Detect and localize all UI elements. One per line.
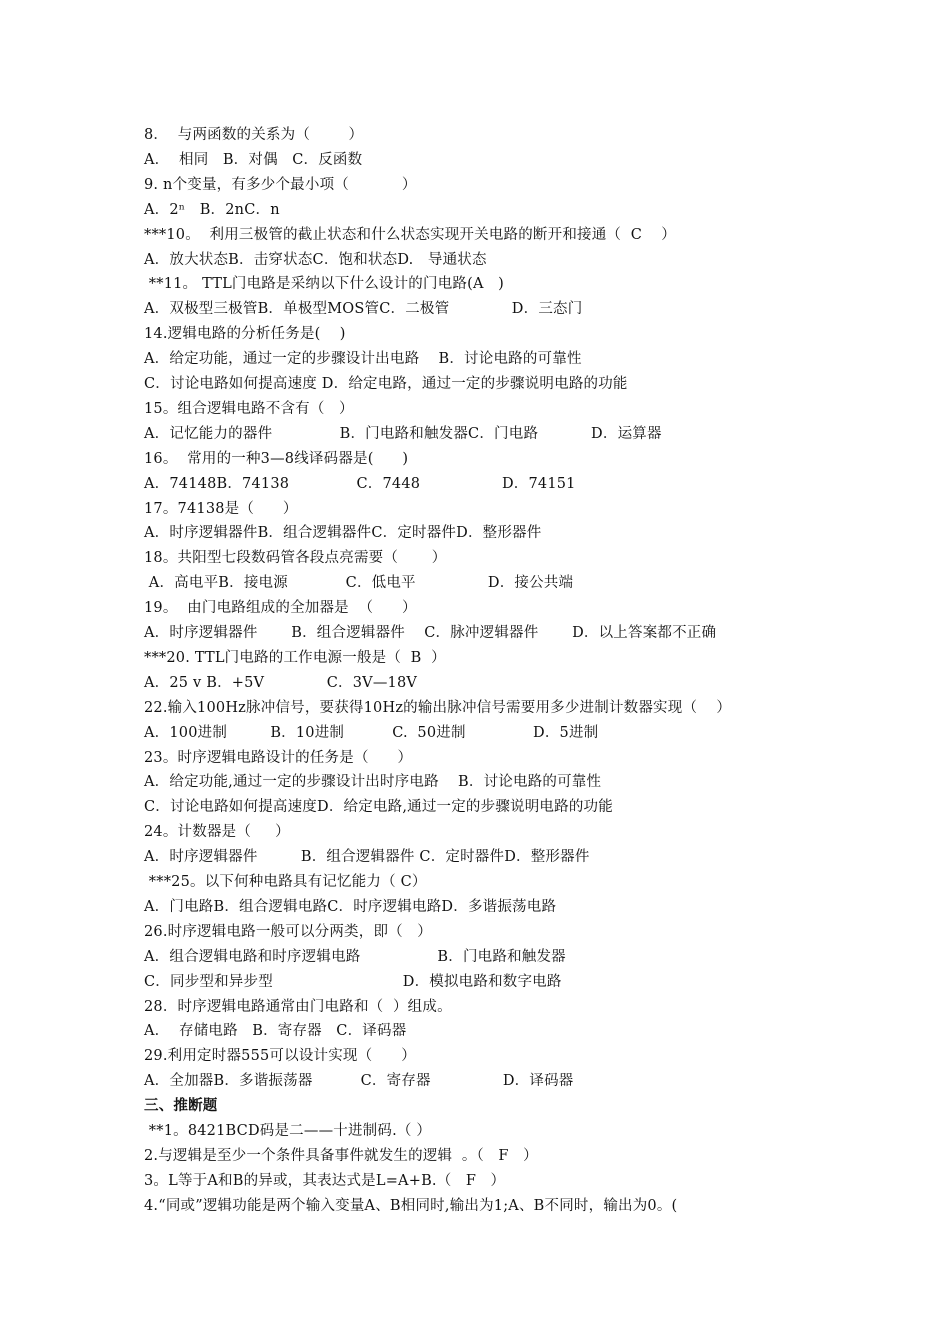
text-line: 9. n个变量，有多少个最小项（ ） (144, 176, 417, 193)
text-line: A．2ⁿ B．2nC．n (144, 201, 280, 218)
text-line: **11。 TTL门电路是采纳以下什么设计的门电路(A ) (144, 276, 504, 293)
text-line: 24。计数器是（ ） (144, 824, 290, 841)
text-line: A．放大状态B．击穿状态C．饱和状态D. 导通状态 (144, 251, 487, 268)
text-line: A．74148B．74138 C．7448 D．74151 (144, 475, 576, 492)
text-line: 16。 常用的一种3—8线译码器是( ) (144, 450, 409, 467)
text-line: 28．时序逻辑电路通常由门电路和（ ）组成。 (144, 998, 452, 1015)
text-line: 17。74138是（ ） (144, 500, 298, 517)
text-line: **1。8421BCD码是二——十进制码.（ ） (144, 1123, 432, 1139)
text-line: C．同步型和异步型 D．模拟电路和数字电路 (144, 973, 562, 990)
text-line: A．门电路B．组合逻辑电路C．时序逻辑电路D．多谐振荡电路 (144, 898, 557, 915)
text-line: A．25 v B．+5V C．3V—18V (144, 674, 418, 691)
text-line: 8． 与两函数的关系为（ ） (144, 127, 364, 143)
text-line: 29.利用定时器555可以设计实现（ ） (144, 1048, 416, 1065)
text-line: A．给定功能，通过一定的步骤设计出电路 B．讨论电路的可靠性 (144, 351, 582, 368)
text-line: A．全加器B．多谐振荡器 C．寄存器 D．译码器 (144, 1073, 574, 1090)
text-line: A．100进制 B．10进制 C. 50进制 D．5进制 (144, 724, 599, 741)
text-line: ***25。以下何种电路具有记忆能力（ C） (144, 874, 427, 890)
text-line: 4.“同或”逻辑功能是两个输入变量A、B相同时,输出为1;A、B不同时，输出为0。( (144, 1197, 678, 1214)
text-line: A．时序逻辑器件 B．组合逻辑器件 C．定时器件D．整形器件 (144, 849, 590, 866)
text-line: A． 存储电路 B．寄存器 C．译码器 (144, 1023, 407, 1040)
text-line: 22.输入100Hz脉冲信号，要获得10Hz的输出脉冲信号需要用多少进制计数器实现（ ） (144, 699, 732, 716)
text-line: A．高电平B．接电源 C．低电平 D．接公共端 (144, 575, 574, 592)
text-line: A．组合逻辑电路和时序逻辑电路 B．门电路和触发器 (144, 948, 566, 965)
text-line: 18。共阳型七段数码管各段点亮需要（ ） (144, 550, 447, 567)
text-line: ***10。 利用三极管的截止状态和什么状态实现开关电路的断开和接通（ C ） (144, 226, 676, 243)
text-line: 19。 由门电路组成的全加器是 （ ） (144, 600, 417, 617)
text-line: 26.时序逻辑电路一般可以分两类，即（ ） (144, 923, 432, 940)
text-line: A．双极型三极管B．单极型MOS管C．二极管 D．三态门 (144, 301, 583, 318)
section-heading: 三、推断题 (144, 1097, 218, 1115)
text-line: C．讨论电路如何提高速度 D．给定电路，通过一定的步骤说明电路的功能 (144, 376, 628, 392)
text-line: C．讨论电路如何提高速度D．给定电路,通过一定的步骤说明电路的功能 (144, 799, 613, 816)
text-line: 14.逻辑电路的分析任务是( ) (144, 326, 346, 343)
text-line: 2.与逻辑是至少一个条件具备事件就发生的逻辑 。（ F ） (144, 1147, 538, 1164)
text-line: A．时序逻辑器件B．组合逻辑器件C．定时器件D．整形器件 (144, 525, 542, 542)
text-line: A．时序逻辑器件 B．组合逻辑器件 C．脉冲逻辑器件 D．以上答案都不正确 (144, 625, 717, 641)
text-line: A．记忆能力的器件 B．门电路和触发器C．门电路 D．运算器 (144, 425, 662, 442)
text-line: 23。时序逻辑电路设计的任务是（ ） (144, 749, 413, 766)
text-line: A． 相同 B．对偶 C．反函数 (144, 151, 363, 168)
text-line: 3。L等于A和B的异或，其表达式是L=A+B.（ F ） (144, 1172, 506, 1189)
text-line: ***20. TTL门电路的工作电源一般是（ B ） (144, 649, 446, 666)
text-line: A．给定功能,通过一定的步骤设计出时序电路 B．讨论电路的可靠性 (144, 774, 602, 791)
text-line: 15。组合逻辑电路不含有（ ） (144, 400, 354, 417)
